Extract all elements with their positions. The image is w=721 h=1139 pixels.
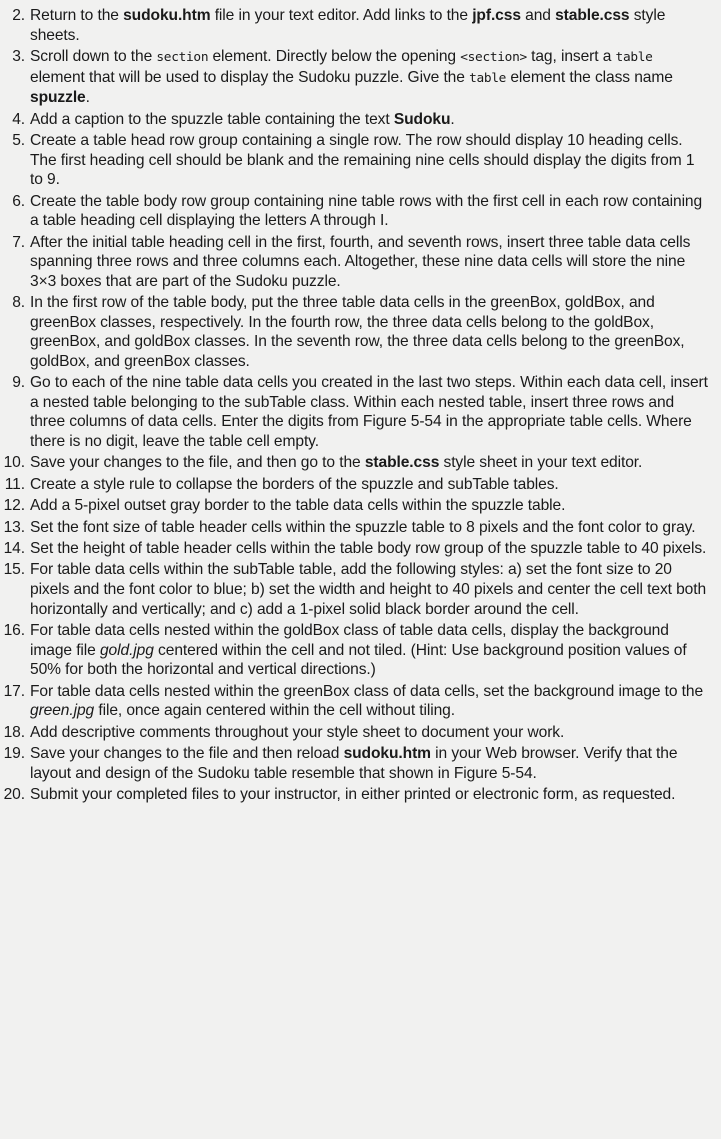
list-item — [0, 131, 713, 190]
text-run-plain: Add descriptive comments throughout your style sheet to document your work. — [30, 723, 565, 741]
list-item — [0, 518, 713, 538]
step-text — [30, 518, 713, 538]
text-run-plain: In the first row of the table body, put the three table data cells in the greenBox, goldBox, and greenBox classes, respectively. In the fourth row, the three data cells belong to the goldBox, greenBox, and goldBox classes. In the seventh row, the three data cells belong to the greenBox, goldBox, and greenBox classes. — [30, 294, 685, 370]
step-number: 6. — [12, 192, 25, 210]
step-number: 13. — [3, 518, 25, 536]
step-text — [30, 785, 713, 805]
step-number: 2. — [12, 7, 25, 24]
text-run-bold: spuzzle — [30, 89, 86, 107]
step-number: 9. — [12, 374, 25, 392]
text-run-plain: Create a table head row group containing a single row. The row should display 10 heading cells. The first heading cell should be blank and the remaining nine cells should display the digits from 1 to 9. — [30, 131, 695, 189]
text-run-code: table — [615, 49, 653, 65]
instruction-list — [0, 6, 713, 805]
text-run-italic: green.jpg — [30, 702, 95, 720]
step-text — [30, 131, 713, 190]
text-run-bold: Sudoku — [393, 110, 451, 128]
step-text — [30, 233, 713, 292]
step-text — [30, 293, 713, 371]
step-text — [30, 621, 713, 680]
text-run-plain: tag, insert a — [526, 47, 616, 65]
list-item — [0, 110, 713, 130]
text-run-plain: style sheet in your text editor. — [439, 454, 643, 472]
text-run-italic: gold.jpg — [99, 641, 154, 659]
step-number: 14. — [3, 540, 25, 557]
text-run-plain: Set the font size of table header cells within the spuzzle table to 8 pixels and the font color to gray. — [30, 518, 696, 536]
step-text — [30, 682, 713, 721]
text-run-bold: stable.css — [555, 7, 630, 24]
text-run-plain: . — [85, 89, 90, 107]
step-text — [30, 453, 713, 473]
step-text — [30, 475, 713, 495]
list-item — [0, 744, 713, 783]
list-item — [0, 373, 713, 451]
step-number: 12. — [3, 497, 25, 515]
text-run-plain: Scroll down to the — [30, 47, 157, 65]
step-text — [30, 110, 713, 130]
text-run-code: table — [469, 70, 507, 86]
text-run-plain: centered within the cell and not tiled. (Hint: Use background position values of 50% for both the horizontal and vertical directions.) — [30, 641, 687, 679]
text-run-plain: . — [450, 110, 455, 128]
list-item — [0, 192, 713, 231]
text-run-plain: Add a 5-pixel outset gray border to the table data cells within the spuzzle table. — [30, 497, 566, 515]
step-text — [30, 496, 713, 516]
list-item — [0, 723, 713, 743]
step-number: 8. — [12, 294, 25, 312]
step-number: 16. — [3, 621, 25, 639]
list-item — [0, 475, 713, 495]
text-run-bold: stable.css — [364, 454, 440, 472]
list-item — [0, 233, 713, 292]
text-run-bold: sudoku.htm — [123, 7, 211, 24]
step-number: 19. — [3, 744, 25, 762]
step-text — [30, 192, 713, 231]
text-run-plain: For table data cells nested within the goldBox class of table data cells, display the background image file — [30, 621, 669, 659]
step-number: 5. — [12, 131, 25, 149]
text-run-plain: and — [520, 7, 556, 24]
step-text — [30, 6, 713, 45]
list-item — [0, 560, 713, 619]
list-item — [0, 293, 713, 371]
list-item — [0, 496, 713, 516]
list-item — [0, 785, 713, 805]
text-run-code: <section> — [460, 49, 527, 65]
text-run-plain: Save your changes to the file, and then go to the — [30, 454, 365, 472]
text-run-plain: Submit your completed files to your instructor, in either printed or electronic form, as requested. — [30, 785, 676, 803]
step-text — [30, 744, 713, 783]
list-item — [0, 682, 713, 721]
step-number: 20. — [3, 785, 25, 803]
step-number: 3. — [12, 47, 25, 65]
text-run-plain: Set the height of table header cells within the table body row group of the spuzzle table to 40 pixels. — [30, 540, 707, 557]
text-run-plain: Create a style rule to collapse the borders of the spuzzle and subTable tables. — [30, 475, 559, 493]
step-number: 11. — [4, 475, 25, 493]
text-run-plain: element that will be used to display the Sudoku puzzle. Give the — [30, 68, 470, 86]
step-text — [30, 539, 713, 559]
text-run-bold: sudoku.htm — [343, 744, 431, 762]
step-number: 7. — [12, 233, 25, 251]
text-run-plain: element. Directly below the opening — [208, 47, 461, 65]
step-number: 10. — [3, 454, 25, 472]
text-run-plain: After the initial table heading cell in the first, fourth, and seventh rows, insert three table data cells spanning three rows and three columns each. Altogether, these nine data cells will store the nine 3×3 boxes that are part of the Sudoku puzzle. — [30, 233, 691, 290]
text-run-plain: Go to each of the nine table data cells you created in the last two steps. Within each data cell, insert a nested table belonging to the subTable class. Within each nested table, insert three rows and three columns of data cells. Enter the digits from Figure 5-54 in the appropriate table cells. Where there is no digit, leave the table cell empty. — [30, 374, 708, 451]
text-run-plain: file, once again centered within the cell without tiling. — [94, 702, 455, 720]
list-item — [0, 539, 713, 559]
step-text — [30, 723, 713, 743]
text-run-code: section — [156, 49, 209, 65]
text-run-plain: Add a caption to the spuzzle table containing the text — [30, 110, 394, 128]
step-number: 4. — [12, 110, 25, 128]
step-text — [30, 373, 713, 451]
step-number: 15. — [3, 561, 25, 579]
list-item — [0, 621, 713, 680]
text-run-bold: jpf.css — [472, 7, 521, 24]
list-item — [0, 47, 713, 108]
text-run-plain: element the class name — [506, 68, 673, 86]
text-run-plain: file in your text editor. Add links to the — [210, 7, 473, 24]
list-item — [0, 453, 713, 473]
text-run-plain: style sheets. — [30, 7, 666, 44]
text-run-plain: Return to the — [30, 7, 124, 24]
step-text — [30, 560, 713, 619]
step-number: 18. — [3, 723, 25, 741]
step-number: 17. — [3, 682, 25, 700]
text-run-plain: Save your changes to the file and then reload — [30, 744, 344, 762]
list-item — [0, 6, 713, 45]
step-text — [30, 47, 713, 108]
text-run-plain: Create the table body row group containing nine table rows with the first cell in each row containing a table heading cell displaying the letters A through I. — [30, 192, 703, 230]
text-run-plain: For table data cells within the subTable table, add the following styles: a) set the font size to 20 pixels and the font color to blue; b) set the width and height to 40 pixels and center the cell text both horizontally and vertically; and c) add a 1-pixel solid black border around the cell. — [30, 561, 707, 618]
text-run-plain: For table data cells nested within the greenBox class of data cells, set the background image to the — [30, 682, 704, 700]
text-run-plain: in your Web browser. Verify that the layout and design of the Sudoku table resemble that shown in Figure 5-54. — [30, 744, 678, 782]
